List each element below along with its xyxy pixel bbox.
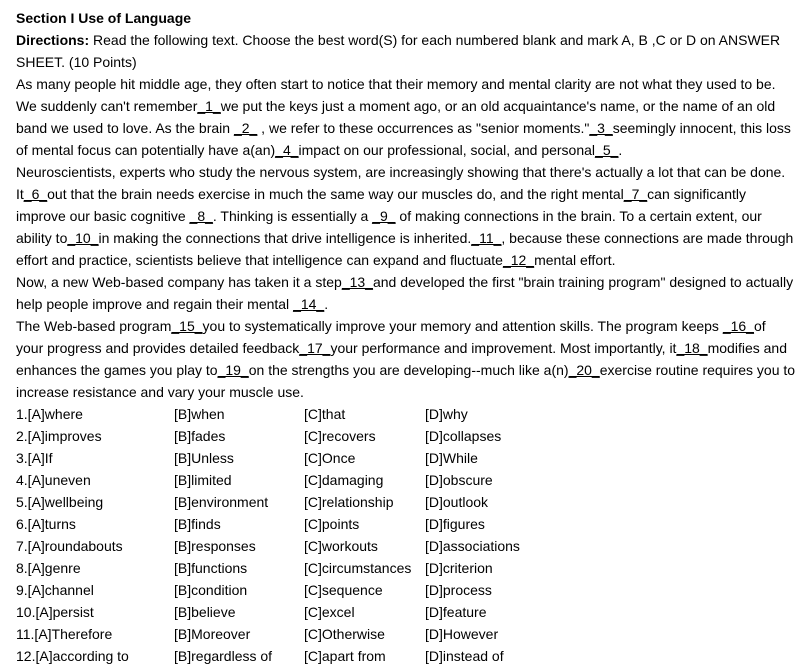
option-choice: [C]that — [304, 406, 346, 422]
passage-text: your performance and improvement. Most importantly, it — [330, 340, 677, 356]
option-choice: [C]Otherwise — [304, 626, 385, 642]
option-row — [16, 469, 796, 491]
numbered-blank: _19_ — [217, 362, 249, 378]
passage-text: As many people hit middle age, they often start to notice that their memory and mental clarity are not what they used to be. We suddenly can't remember — [16, 76, 776, 114]
numbered-blank: _1_ — [197, 98, 221, 114]
passage-text: you to systematically improve your memory and attention skills. The program keeps — [202, 318, 723, 334]
option-choice: [C]circumstances — [304, 560, 412, 576]
option-choice: 12.[A]according to — [16, 648, 129, 664]
option-row — [16, 601, 796, 623]
option-row — [16, 425, 796, 447]
numbered-blank: _11_ — [471, 230, 502, 246]
option-choice: [B]environment — [174, 494, 269, 510]
option-choice: [B]fades — [174, 428, 226, 444]
directions-label: Directions: — [16, 32, 90, 48]
option-choice: [B]Unless — [174, 450, 234, 466]
passage-text: mental effort. — [534, 252, 616, 268]
numbered-blank: _8_ — [189, 208, 213, 224]
numbered-blank: _7_ — [623, 186, 648, 202]
option-choice: [C]points — [304, 516, 360, 532]
option-row — [16, 535, 796, 557]
passage-paragraph — [16, 73, 796, 161]
option-choice: [B]regardless of — [174, 648, 273, 664]
passage-text: , because these connections are made through effort and practice, scientists believe that intelligence can expand and fluctuate — [16, 230, 794, 268]
option-choice: [B]limited — [174, 472, 232, 488]
passage-text: . Thinking is essentially a — [212, 208, 373, 224]
passage-text: seemingly innocent, this loss of mental focus can potentially have a(an) — [16, 120, 791, 158]
option-choice: [C]relationship — [304, 494, 394, 510]
passage-paragraph — [16, 161, 796, 271]
passage-text: impact on our professional, social, and personal — [298, 142, 596, 158]
option-choice: 6.[A]turns — [16, 516, 76, 532]
option-choice: [D]criterion — [425, 560, 493, 576]
option-choice: [D]figures — [425, 516, 485, 532]
numbered-blank: _17_ — [299, 340, 331, 356]
option-choice: [B]condition — [174, 582, 248, 598]
numbered-blank: _3_ — [589, 120, 613, 136]
passage-text: exercise routine requires you to increase resistance and vary your muscle use. — [16, 362, 796, 400]
passage-text: out that the brain needs exercise in much the same way our muscles do, and the right mental — [47, 186, 624, 202]
answer-options — [16, 403, 796, 667]
passage-paragraph — [16, 271, 796, 315]
option-choice: 10.[A]persist — [16, 604, 94, 620]
option-choice: [B]when — [174, 406, 225, 422]
passage-text: in making the connections that drive intelligence is inherited. — [98, 230, 472, 246]
numbered-blank: _13_ — [341, 274, 373, 290]
section-title: Section I Use of Language — [16, 10, 192, 26]
passage-text: can significantly improve our basic cognitive — [16, 186, 746, 224]
option-choice: [C]recovers — [304, 428, 376, 444]
option-choice: [C]workouts — [304, 538, 378, 554]
option-choice: 1.[A]where — [16, 406, 83, 422]
passage-text: we put the keys just a moment ago, or an old acquaintance's name, or the name of an old band we used to love. As the brain — [16, 98, 776, 136]
option-row — [16, 557, 796, 579]
option-choice: [D]collapses — [425, 428, 502, 444]
option-choice: [D]outlook — [425, 494, 489, 510]
passage-text: Now, a new Web-based company has taken it a step — [16, 274, 342, 290]
option-choice: [B]believe — [174, 604, 236, 620]
option-row — [16, 623, 796, 645]
option-choice: 2.[A]improves — [16, 428, 102, 444]
numbered-blank: _10_ — [67, 230, 99, 246]
option-choice: 5.[A]wellbeing — [16, 494, 104, 510]
passage-text: , we refer to these occurrences as "senior moments." — [257, 120, 590, 136]
passage-text: . — [618, 142, 623, 158]
numbered-blank: _20_ — [568, 362, 600, 378]
numbered-blank: _5_ — [595, 142, 619, 158]
document — [16, 7, 796, 667]
directions-text: Read the following text. Choose the best word(S) for each numbered blank and mark A, B ,C or D on ANSWER SHEET. (10 Points) — [16, 32, 781, 70]
option-choice: 7.[A]roundabouts — [16, 538, 123, 554]
option-choice: [D]instead of — [425, 648, 504, 664]
numbered-blank: _9_ — [372, 208, 396, 224]
passage-text: on the strengths you are developing--much like a(n) — [248, 362, 569, 378]
option-choice: [C]sequence — [304, 582, 383, 598]
passage-text: . — [324, 296, 329, 312]
option-choice: [D]feature — [425, 604, 487, 620]
numbered-blank: _16_ — [722, 318, 754, 334]
option-choice: [C]Once — [304, 450, 356, 466]
option-choice: 9.[A]channel — [16, 582, 94, 598]
numbered-blank: _14_ — [293, 296, 325, 312]
passage-text: The Web-based program — [16, 318, 172, 334]
option-choice: 4.[A]uneven — [16, 472, 91, 488]
option-choice: [D]associations — [425, 538, 520, 554]
option-choice: [D]why — [425, 406, 468, 422]
option-choice: [D]However — [425, 626, 499, 642]
passage-text: modifies and enhances the games you play to — [16, 340, 787, 378]
option-choice: [C]apart from — [304, 648, 386, 664]
option-choice: 8.[A]genre — [16, 560, 81, 576]
option-choice: [B]Moreover — [174, 626, 251, 642]
option-choice: [D]process — [425, 582, 492, 598]
numbered-blank: _18_ — [676, 340, 708, 356]
option-row — [16, 491, 796, 513]
passage-text: of making connections in the brain. To a certain extent, our ability to — [16, 208, 762, 246]
numbered-blank: _2_ — [233, 120, 258, 136]
numbered-blank: _15_ — [171, 318, 203, 334]
option-choice: [B]functions — [174, 560, 248, 576]
passage-text: and developed the first "brain training program" designed to actually help people improve and regain their mental — [16, 274, 794, 312]
passage-text: of your progress and provides detailed feedback — [16, 318, 766, 356]
numbered-blank: _12_ — [502, 252, 535, 268]
passage-paragraph — [16, 315, 796, 403]
option-row — [16, 403, 796, 425]
numbered-blank: _6_ — [23, 186, 48, 202]
option-row — [16, 513, 796, 535]
directions — [16, 29, 796, 73]
numbered-blank: _4_ — [275, 142, 299, 158]
option-row — [16, 579, 796, 601]
option-choice: [C]excel — [304, 604, 355, 620]
option-choice: 3.[A]If — [16, 450, 53, 466]
option-choice: [C]damaging — [304, 472, 384, 488]
option-choice: [D]obscure — [425, 472, 493, 488]
option-row — [16, 645, 796, 667]
passage — [16, 73, 796, 403]
option-choice: [B]finds — [174, 516, 221, 532]
option-choice: [B]responses — [174, 538, 256, 554]
option-row — [16, 447, 796, 469]
option-choice: [D]While — [425, 450, 478, 466]
passage-text: Neuroscientists, experts who study the nervous system, are increasingly showing that there's actually a lot that can be done. It — [16, 164, 786, 202]
option-choice: 11.[A]Therefore — [16, 626, 113, 642]
